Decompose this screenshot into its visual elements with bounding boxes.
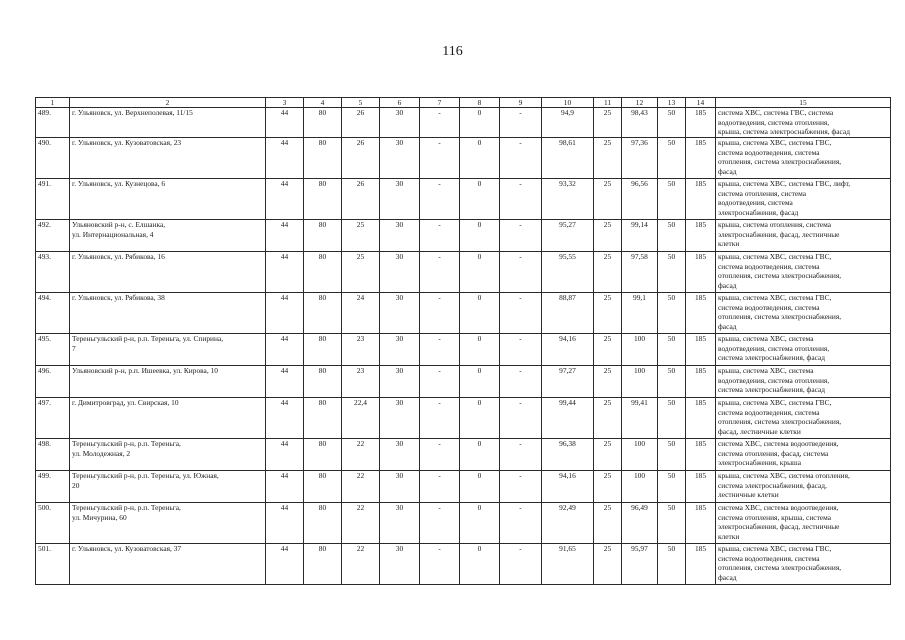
cell-c9: - xyxy=(500,471,542,503)
cell-c6: 30 xyxy=(380,108,420,138)
cell-c12: 97,58 xyxy=(622,252,658,293)
systems-line: крыша, система ХВС, система ГВС, xyxy=(718,544,832,553)
address-line: Тереньгульский р-н, р.п. Тереньга, ул. Спирина, xyxy=(72,334,224,343)
cell-c5: 25 xyxy=(342,220,380,252)
systems-cell xyxy=(716,334,891,366)
systems-line: водоотведения, система отопления, xyxy=(718,117,830,127)
cell-c3: 44 xyxy=(266,334,304,366)
cell-c4: 80 xyxy=(304,471,342,503)
cell-c8: 0 xyxy=(460,108,500,138)
cell-c4: 80 xyxy=(304,108,342,138)
cell-c11: 25 xyxy=(594,293,622,334)
cell-c6: 30 xyxy=(380,503,420,544)
cell-c9: - xyxy=(500,544,542,585)
systems-line: фасад xyxy=(718,572,737,582)
cell-c6: 30 xyxy=(380,138,420,179)
systems-line: система ХВС, система водоотведения, xyxy=(718,439,839,448)
cell-c11: 25 xyxy=(594,471,622,503)
cell-c3: 44 xyxy=(266,503,304,544)
cell-c10: 95,55 xyxy=(542,252,594,293)
cell-c14: 185 xyxy=(686,366,716,398)
table-row xyxy=(36,220,891,252)
systems-line: водоотведения, система отопления, xyxy=(718,343,830,353)
cell-c13: 50 xyxy=(658,366,686,398)
cell-c13: 50 xyxy=(658,503,686,544)
column-header-6: 6 xyxy=(380,98,420,108)
systems-line: фасад xyxy=(718,321,737,331)
address-cell xyxy=(70,439,266,471)
address-cell xyxy=(70,108,266,138)
cell-c8: 0 xyxy=(460,179,500,220)
address-line: ул. Интернациональная, 4 xyxy=(72,229,154,239)
cell-c11: 25 xyxy=(594,334,622,366)
cell-c9: - xyxy=(500,179,542,220)
address-cell xyxy=(70,179,266,220)
cell-c13: 50 xyxy=(658,138,686,179)
table-row xyxy=(36,252,891,293)
column-header-3: 3 xyxy=(266,98,304,108)
address-line: г. Димитровград, ул. Свирская, 10 xyxy=(72,398,179,407)
cell-c8: 0 xyxy=(460,398,500,439)
cell-c5: 26 xyxy=(342,108,380,138)
systems-line: электроснабжения, фасад xyxy=(718,207,799,217)
cell-c6: 30 xyxy=(380,334,420,366)
systems-line: отопления, система электроснабжения, xyxy=(718,563,842,572)
cell-c4: 80 xyxy=(304,439,342,471)
cell-c10: 94,16 xyxy=(542,471,594,503)
cell-c9: - xyxy=(500,138,542,179)
address-line: ул. Молодежная, 2 xyxy=(72,448,131,458)
cell-c6: 30 xyxy=(380,544,420,585)
systems-line: крыша, система ХВС, система отопления, xyxy=(718,471,850,480)
cell-c13: 50 xyxy=(658,398,686,439)
systems-line: крыша, система электроснабжения, фасад xyxy=(718,127,850,136)
row-number: 490. xyxy=(36,138,70,179)
cell-c11: 25 xyxy=(594,366,622,398)
column-header-10: 10 xyxy=(542,98,594,108)
cell-c10: 94,9 xyxy=(542,108,594,138)
registry-table xyxy=(35,97,891,585)
cell-c4: 80 xyxy=(304,544,342,585)
systems-line: система электроснабжения, фасад, xyxy=(718,480,827,490)
cell-c6: 30 xyxy=(380,293,420,334)
cell-c7: - xyxy=(420,398,460,439)
cell-c9: - xyxy=(500,366,542,398)
systems-line: электроснабжения, крыша xyxy=(718,458,802,467)
systems-line: крыша, система ХВС, система xyxy=(718,366,814,375)
cell-c14: 185 xyxy=(686,179,716,220)
cell-c11: 25 xyxy=(594,544,622,585)
cell-c8: 0 xyxy=(460,252,500,293)
cell-c12: 100 xyxy=(622,366,658,398)
cell-c8: 0 xyxy=(460,544,500,585)
cell-c6: 30 xyxy=(380,179,420,220)
table-row xyxy=(36,138,891,179)
cell-c12: 95,97 xyxy=(622,544,658,585)
row-number: 489. xyxy=(36,108,70,138)
cell-c8: 0 xyxy=(460,138,500,179)
cell-c13: 50 xyxy=(658,334,686,366)
cell-c13: 50 xyxy=(658,439,686,471)
cell-c11: 25 xyxy=(594,503,622,544)
cell-c6: 30 xyxy=(380,398,420,439)
cell-c14: 185 xyxy=(686,503,716,544)
cell-c12: 99,41 xyxy=(622,398,658,439)
cell-c9: - xyxy=(500,220,542,252)
cell-c13: 50 xyxy=(658,220,686,252)
systems-line: отопления, система электроснабжения, xyxy=(718,417,842,426)
systems-cell xyxy=(716,293,891,334)
systems-line: крыша, система отопления, система xyxy=(718,220,831,229)
systems-line: система ХВС, система водоотведения, xyxy=(718,503,839,512)
cell-c9: - xyxy=(500,108,542,138)
cell-c7: - xyxy=(420,334,460,366)
systems-line: фасад xyxy=(718,166,737,176)
cell-c8: 0 xyxy=(460,220,500,252)
cell-c5: 24 xyxy=(342,293,380,334)
systems-line: фасад, лестничные клетки xyxy=(718,426,801,436)
address-line: г. Ульяновск, ул. Рябикова, 38 xyxy=(72,293,165,302)
systems-line: система отопления, система xyxy=(718,188,807,198)
cell-c4: 80 xyxy=(304,334,342,366)
cell-c6: 30 xyxy=(380,220,420,252)
address-line: Тереньгульский р-н, р.п. Тереньга, xyxy=(72,439,181,448)
address-cell xyxy=(70,503,266,544)
cell-c12: 96,56 xyxy=(622,179,658,220)
cell-c3: 44 xyxy=(266,220,304,252)
address-cell xyxy=(70,220,266,252)
table-row xyxy=(36,366,891,398)
cell-c5: 22 xyxy=(342,503,380,544)
cell-c4: 80 xyxy=(304,138,342,179)
cell-c10: 95,27 xyxy=(542,220,594,252)
cell-c14: 185 xyxy=(686,252,716,293)
cell-c10: 92,49 xyxy=(542,503,594,544)
cell-c3: 44 xyxy=(266,439,304,471)
cell-c7: - xyxy=(420,439,460,471)
cell-c13: 50 xyxy=(658,108,686,138)
cell-c7: - xyxy=(420,471,460,503)
cell-c4: 80 xyxy=(304,503,342,544)
cell-c4: 80 xyxy=(304,398,342,439)
systems-line: водоотведения, система отопления, xyxy=(718,375,830,385)
cell-c8: 0 xyxy=(460,503,500,544)
cell-c12: 99,14 xyxy=(622,220,658,252)
cell-c3: 44 xyxy=(266,398,304,439)
cell-c6: 30 xyxy=(380,366,420,398)
row-number: 498. xyxy=(36,439,70,471)
systems-line: лестничные клетки xyxy=(718,490,779,499)
cell-c14: 185 xyxy=(686,544,716,585)
cell-c5: 26 xyxy=(342,138,380,179)
systems-line: система водоотведения, система xyxy=(718,407,820,417)
systems-cell xyxy=(716,439,891,471)
systems-line: система водоотведения, система xyxy=(718,553,820,563)
systems-cell xyxy=(716,544,891,585)
cell-c5: 22 xyxy=(342,544,380,585)
address-cell xyxy=(70,471,266,503)
systems-cell xyxy=(716,252,891,293)
systems-line: система водоотведения, система xyxy=(718,147,820,157)
address-line: 7 xyxy=(72,343,76,353)
systems-line: крыша, система ХВС, система ГВС, xyxy=(718,138,832,147)
row-number: 491. xyxy=(36,179,70,220)
cell-c5: 23 xyxy=(342,366,380,398)
address-cell xyxy=(70,293,266,334)
cell-c4: 80 xyxy=(304,252,342,293)
cell-c8: 0 xyxy=(460,366,500,398)
cell-c11: 25 xyxy=(594,108,622,138)
address-line: Тереньгульский р-н, р.п. Тереньга, ул. Южная, xyxy=(72,471,219,480)
cell-c3: 44 xyxy=(266,471,304,503)
address-line: Ульяновский р-н, р.п. Ишеевка, ул. Кирова, 10 xyxy=(72,366,218,375)
systems-line: электроснабжения, фасад, лестничные xyxy=(718,522,840,531)
systems-line: отопления, система электроснабжения, xyxy=(718,271,842,280)
systems-line: система отопления, крыша, система xyxy=(718,512,831,522)
systems-cell xyxy=(716,503,891,544)
systems-line: система электроснабжения, фасад xyxy=(718,385,826,394)
cell-c4: 80 xyxy=(304,293,342,334)
cell-c11: 25 xyxy=(594,138,622,179)
systems-cell xyxy=(716,471,891,503)
systems-line: крыша, система ХВС, система ГВС, xyxy=(718,252,832,261)
address-line: г. Ульяновск, ул. Рябикова, 16 xyxy=(72,252,165,261)
address-cell xyxy=(70,252,266,293)
row-number: 494. xyxy=(36,293,70,334)
systems-line: система отопления, фасад, система xyxy=(718,448,829,458)
cell-c7: - xyxy=(420,220,460,252)
cell-c10: 91,65 xyxy=(542,544,594,585)
column-header-4: 4 xyxy=(304,98,342,108)
row-number: 499. xyxy=(36,471,70,503)
systems-line: крыша, система ХВС, система ГВС, xyxy=(718,293,832,302)
systems-line: система электроснабжения, фасад xyxy=(718,353,826,362)
cell-c12: 100 xyxy=(622,439,658,471)
cell-c14: 185 xyxy=(686,138,716,179)
systems-line: система водоотведения, система xyxy=(718,261,820,271)
systems-line: клетки xyxy=(718,239,740,248)
cell-c13: 50 xyxy=(658,544,686,585)
cell-c14: 185 xyxy=(686,108,716,138)
column-header-9: 9 xyxy=(500,98,542,108)
cell-c11: 25 xyxy=(594,398,622,439)
row-number: 493. xyxy=(36,252,70,293)
systems-cell xyxy=(716,398,891,439)
address-line: ул. Мичурина, 60 xyxy=(72,512,127,522)
cell-c9: - xyxy=(500,398,542,439)
column-header-8: 8 xyxy=(460,98,500,108)
row-number: 496. xyxy=(36,366,70,398)
cell-c12: 99,1 xyxy=(622,293,658,334)
cell-c11: 25 xyxy=(594,179,622,220)
cell-c4: 80 xyxy=(304,220,342,252)
address-line: Тереньгульский р-н, р.п. Тереньга, xyxy=(72,503,181,512)
cell-c14: 185 xyxy=(686,471,716,503)
address-line: г. Ульяновск, ул. Кузнецова, 6 xyxy=(72,179,166,188)
page-number: 116 xyxy=(442,44,463,59)
column-header-2: 2 xyxy=(70,98,266,108)
systems-cell xyxy=(716,179,891,220)
cell-c4: 80 xyxy=(304,179,342,220)
address-cell xyxy=(70,398,266,439)
systems-line: отопления, система электроснабжения, xyxy=(718,157,842,166)
column-header-13: 13 xyxy=(658,98,686,108)
address-line: г. Ульяновск, ул. Верхнеполевая, 11/15 xyxy=(72,108,193,117)
cell-c14: 185 xyxy=(686,398,716,439)
systems-line: клетки xyxy=(718,531,740,541)
cell-c4: 80 xyxy=(304,366,342,398)
column-header-1: 1 xyxy=(36,98,70,108)
cell-c8: 0 xyxy=(460,334,500,366)
systems-cell xyxy=(716,108,891,138)
column-header-5: 5 xyxy=(342,98,380,108)
systems-line: отопления, система электроснабжения, xyxy=(718,312,842,321)
address-cell xyxy=(70,366,266,398)
systems-cell xyxy=(716,138,891,179)
address-line: г. Ульяновск, ул. Кузоватовская, 37 xyxy=(72,544,182,553)
cell-c7: - xyxy=(420,366,460,398)
cell-c13: 50 xyxy=(658,252,686,293)
column-header-15: 15 xyxy=(716,98,891,108)
cell-c12: 98,43 xyxy=(622,108,658,138)
table-row xyxy=(36,179,891,220)
address-line: г. Ульяновск, ул. Кузоватовская, 23 xyxy=(72,138,182,147)
cell-c14: 185 xyxy=(686,220,716,252)
cell-c9: - xyxy=(500,334,542,366)
systems-cell xyxy=(716,366,891,398)
cell-c12: 100 xyxy=(622,471,658,503)
cell-c7: - xyxy=(420,293,460,334)
cell-c7: - xyxy=(420,544,460,585)
row-number: 500. xyxy=(36,503,70,544)
systems-line: крыша, система ХВС, система ГВС, лифт, xyxy=(718,179,851,188)
cell-c14: 185 xyxy=(686,334,716,366)
row-number: 495. xyxy=(36,334,70,366)
systems-line: крыша, система ХВС, система xyxy=(718,334,814,343)
systems-line: фасад xyxy=(718,280,737,290)
cell-c10: 94,16 xyxy=(542,334,594,366)
cell-c14: 185 xyxy=(686,439,716,471)
systems-cell xyxy=(716,220,891,252)
cell-c13: 50 xyxy=(658,293,686,334)
row-number: 501. xyxy=(36,544,70,585)
table-row xyxy=(36,471,891,503)
column-header-12: 12 xyxy=(622,98,658,108)
cell-c7: - xyxy=(420,108,460,138)
table-row xyxy=(36,108,891,138)
cell-c10: 88,87 xyxy=(542,293,594,334)
table-row xyxy=(36,503,891,544)
cell-c10: 99,44 xyxy=(542,398,594,439)
cell-c7: - xyxy=(420,503,460,544)
table-row xyxy=(36,544,891,585)
cell-c10: 93,32 xyxy=(542,179,594,220)
cell-c3: 44 xyxy=(266,252,304,293)
systems-line: система ХВС, система ГВС, система xyxy=(718,108,834,117)
cell-c9: - xyxy=(500,439,542,471)
cell-c3: 44 xyxy=(266,293,304,334)
cell-c5: 22 xyxy=(342,439,380,471)
address-line: Ульяновский р-н, с. Елшанка, xyxy=(72,220,166,229)
column-header-11: 11 xyxy=(594,98,622,108)
cell-c13: 50 xyxy=(658,179,686,220)
column-header-7: 7 xyxy=(420,98,460,108)
cell-c9: - xyxy=(500,503,542,544)
row-number: 497. xyxy=(36,398,70,439)
cell-c8: 0 xyxy=(460,471,500,503)
cell-c9: - xyxy=(500,293,542,334)
cell-c3: 44 xyxy=(266,179,304,220)
cell-c14: 185 xyxy=(686,293,716,334)
cell-c3: 44 xyxy=(266,138,304,179)
cell-c12: 96,49 xyxy=(622,503,658,544)
cell-c7: - xyxy=(420,252,460,293)
cell-c6: 30 xyxy=(380,252,420,293)
cell-c11: 25 xyxy=(594,439,622,471)
cell-c7: - xyxy=(420,138,460,179)
address-cell xyxy=(70,138,266,179)
address-cell xyxy=(70,334,266,366)
table-row xyxy=(36,439,891,471)
cell-c5: 22,4 xyxy=(342,398,380,439)
cell-c3: 44 xyxy=(266,366,304,398)
column-header-14: 14 xyxy=(686,98,716,108)
cell-c3: 44 xyxy=(266,108,304,138)
cell-c11: 25 xyxy=(594,252,622,293)
cell-c5: 25 xyxy=(342,252,380,293)
cell-c5: 22 xyxy=(342,471,380,503)
table-row xyxy=(36,334,891,366)
address-cell xyxy=(70,544,266,585)
cell-c13: 50 xyxy=(658,471,686,503)
systems-line: крыша, система ХВС, система ГВС, xyxy=(718,398,832,407)
row-number: 492. xyxy=(36,220,70,252)
systems-line: водоотведения, система xyxy=(718,198,793,207)
cell-c10: 96,38 xyxy=(542,439,594,471)
cell-c10: 97,27 xyxy=(542,366,594,398)
cell-c6: 30 xyxy=(380,471,420,503)
cell-c5: 26 xyxy=(342,179,380,220)
cell-c12: 97,36 xyxy=(622,138,658,179)
cell-c12: 100 xyxy=(622,334,658,366)
cell-c7: - xyxy=(420,179,460,220)
cell-c11: 25 xyxy=(594,220,622,252)
cell-c8: 0 xyxy=(460,293,500,334)
address-line: 20 xyxy=(72,480,80,490)
systems-line: электроснабжения, фасад, лестничные xyxy=(718,229,840,239)
header-row xyxy=(36,98,891,108)
cell-c6: 30 xyxy=(380,439,420,471)
cell-c10: 98,61 xyxy=(542,138,594,179)
cell-c3: 44 xyxy=(266,544,304,585)
systems-line: система водоотведения, система xyxy=(718,302,820,312)
cell-c5: 23 xyxy=(342,334,380,366)
table-row xyxy=(36,293,891,334)
cell-c9: - xyxy=(500,252,542,293)
cell-c8: 0 xyxy=(460,439,500,471)
table-row xyxy=(36,398,891,439)
